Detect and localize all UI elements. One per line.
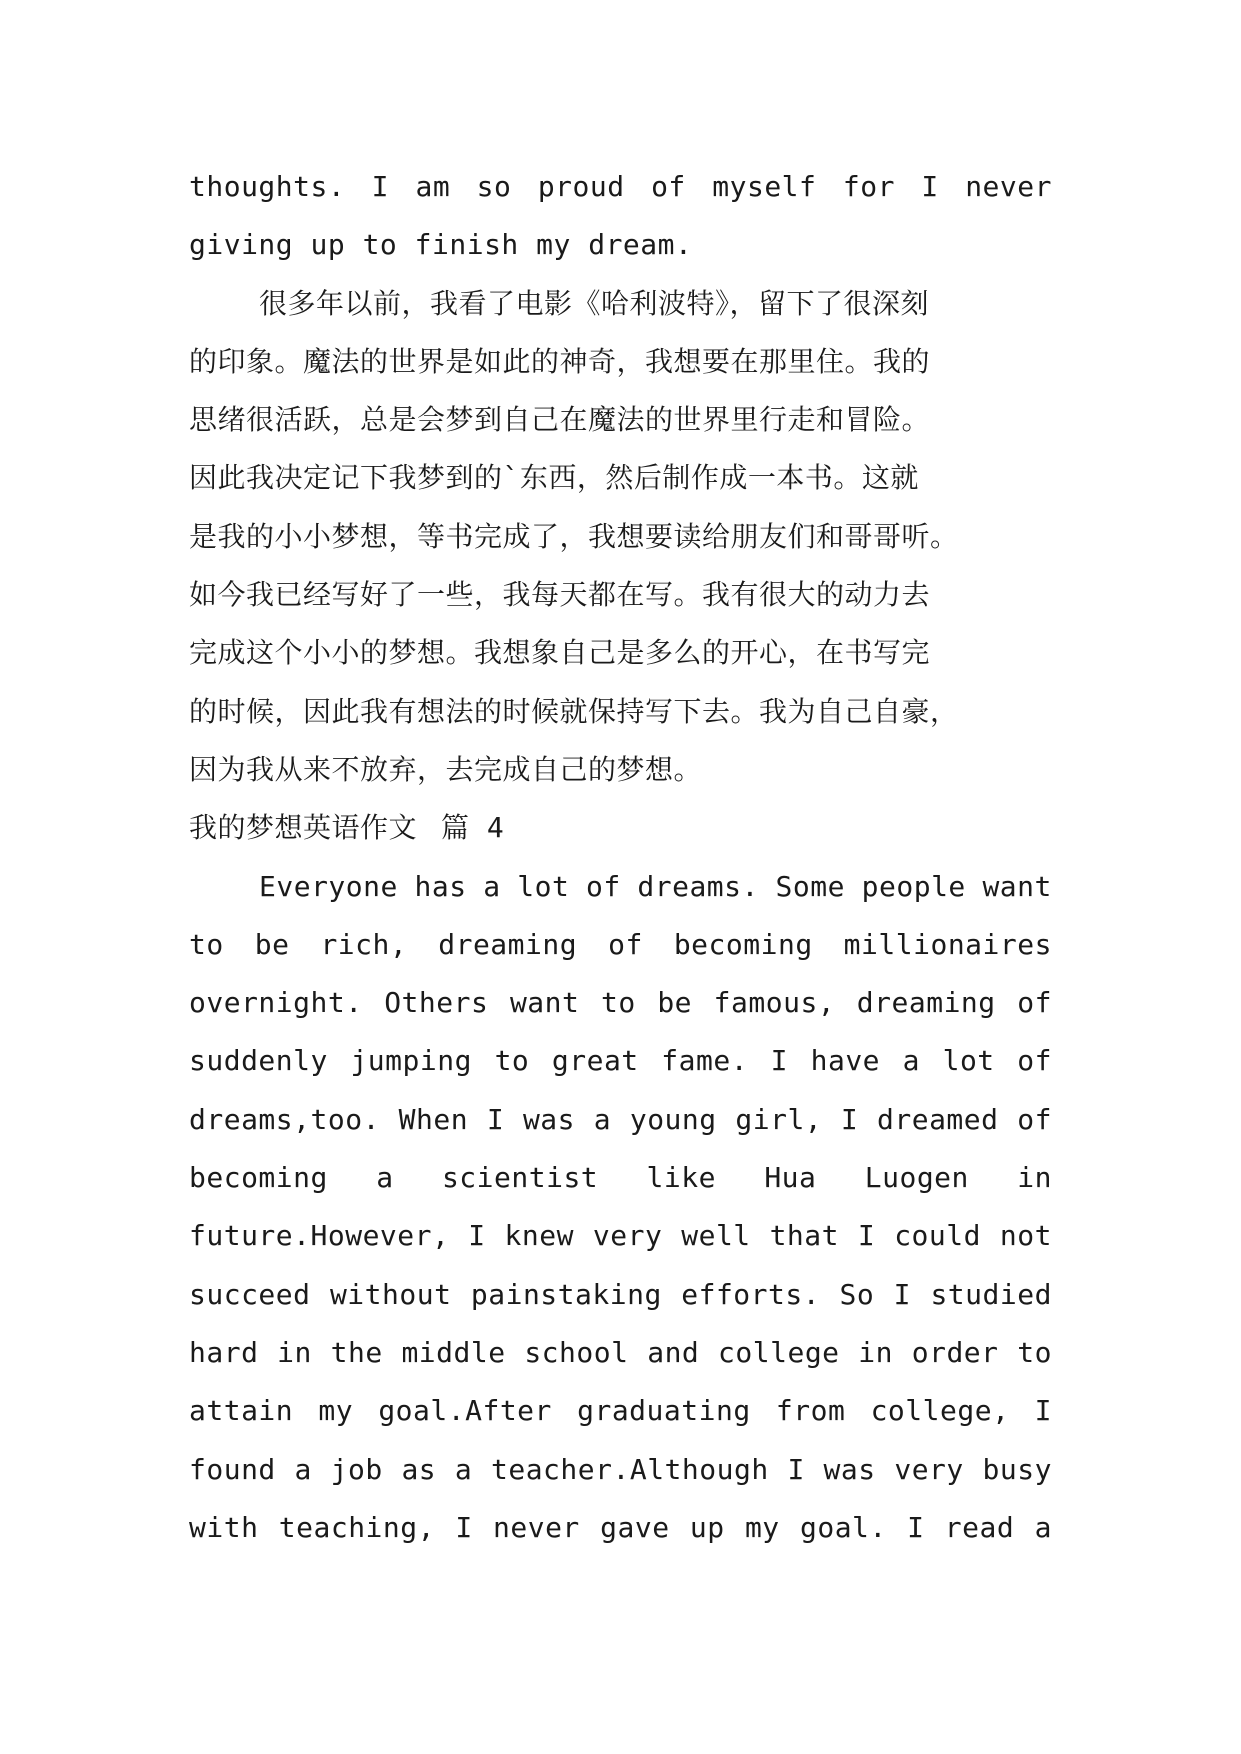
word: of <box>586 869 621 903</box>
word: that <box>769 1219 840 1253</box>
word: from <box>775 1394 846 1428</box>
word: not <box>999 1219 1052 1253</box>
word: want <box>509 986 580 1020</box>
word: gave <box>600 1510 670 1544</box>
text-line: giving up to finish my dream. <box>189 228 693 262</box>
text-line <box>189 916 1052 974</box>
word: dreaming <box>438 927 578 961</box>
text-line: 如今我已经写好了一些，我每天都在写。我有很大的动力去 <box>189 578 931 612</box>
word: college <box>718 1335 840 1369</box>
word: dreaming <box>856 986 996 1020</box>
word: a <box>1034 1510 1052 1544</box>
word: to <box>601 986 636 1020</box>
word: I <box>907 1510 925 1544</box>
word: lot <box>517 869 570 903</box>
word: a <box>376 1161 394 1195</box>
word: efforts. <box>681 1277 821 1311</box>
word: am <box>415 170 451 203</box>
word: suddenly <box>189 1044 328 1078</box>
word: was <box>823 1452 876 1486</box>
section-heading-number: 篇 4 <box>441 811 505 845</box>
word: has <box>414 869 467 903</box>
word: teaching, <box>278 1510 435 1544</box>
word: in <box>277 1335 312 1369</box>
text-line: 思绪很活跃，总是会梦到自己在魔法的世界里行走和冒险。 <box>189 403 931 437</box>
word: thoughts. <box>189 170 346 203</box>
word: a <box>454 1452 473 1486</box>
document-body <box>189 158 1052 1557</box>
word: with <box>189 1510 259 1544</box>
word: succeed <box>189 1277 311 1311</box>
text-line <box>189 974 1052 1032</box>
word: future.However, <box>189 1219 450 1253</box>
word: teacher.Although <box>490 1452 769 1486</box>
word: jumping <box>350 1044 472 1078</box>
word: great <box>551 1044 639 1078</box>
word: the <box>330 1335 383 1369</box>
word: for <box>842 170 895 203</box>
text-line <box>189 1149 1052 1207</box>
word: a <box>483 869 501 903</box>
word: Hua <box>764 1161 817 1195</box>
word: in <box>1017 1161 1052 1195</box>
text-line: 因此我决定记下我梦到的`东西，然后制作成一本书。这就 <box>189 461 919 495</box>
word: have <box>810 1044 881 1078</box>
word: was <box>522 1102 576 1136</box>
word: job <box>330 1452 383 1486</box>
text-line <box>189 1266 1052 1324</box>
paragraph-essay-4 <box>189 858 1052 1558</box>
section-heading <box>189 799 1052 857</box>
word: without <box>329 1277 452 1311</box>
word: myself <box>712 170 817 203</box>
word: I <box>1034 1394 1052 1428</box>
word: proud <box>537 170 625 203</box>
word: a <box>593 1102 612 1136</box>
word: millionaires <box>843 927 1052 961</box>
word: girl, <box>735 1102 823 1136</box>
word: Others <box>384 986 489 1020</box>
word: never <box>493 1510 580 1544</box>
word: hard <box>189 1335 259 1369</box>
text-line <box>189 158 1052 216</box>
word: well <box>681 1219 751 1253</box>
word: a <box>902 1044 920 1078</box>
word: to <box>1017 1335 1052 1369</box>
word: When <box>398 1102 469 1136</box>
word: found <box>189 1452 276 1486</box>
word: knew <box>504 1219 574 1253</box>
word: I <box>455 1510 473 1544</box>
word: to <box>189 927 224 961</box>
paragraph-previous-english <box>189 158 1052 275</box>
word: in <box>858 1335 893 1369</box>
word: dreamed <box>877 1102 999 1136</box>
word: busy <box>982 1452 1052 1486</box>
paragraph-previous-chinese <box>189 275 1052 800</box>
word: attain <box>189 1394 294 1428</box>
word: of <box>651 170 686 203</box>
text-line <box>189 1441 1052 1499</box>
word: overnight. <box>189 986 363 1020</box>
word: lot <box>942 1044 995 1078</box>
word: a <box>294 1452 312 1486</box>
text-line <box>189 858 1052 916</box>
word: I <box>787 1452 805 1486</box>
word: I <box>921 170 939 203</box>
word: becoming <box>673 927 813 961</box>
text-line: 是我的小小梦想，等书完成了，我想要读给朋友们和哥哥听。 <box>189 519 959 553</box>
word: people <box>861 869 966 903</box>
word: becoming <box>189 1161 328 1195</box>
text-line: 因为我从来不放弃，去完成自己的梦想。 <box>189 752 703 786</box>
word: rich, <box>320 927 408 961</box>
word: of <box>1017 1044 1052 1078</box>
text-line: 的印象。魔法的世界是如此的神奇，我想要在那里住。我的 <box>189 344 931 378</box>
text-line <box>189 1032 1052 1090</box>
word: Luogen <box>864 1161 969 1195</box>
word: my <box>744 1510 780 1544</box>
text-line <box>189 1091 1052 1149</box>
word: I <box>371 170 390 203</box>
text-line: 完成这个小小的梦想。我想象自己是多么的开心，在书写完 <box>189 636 931 670</box>
word: be <box>657 986 693 1020</box>
word: I <box>893 1277 912 1311</box>
word: dreams,too. <box>189 1102 380 1136</box>
word: fame. <box>661 1044 749 1078</box>
word: I <box>857 1219 876 1253</box>
word: never <box>965 170 1052 203</box>
word: young <box>629 1102 717 1136</box>
word: like <box>646 1161 716 1195</box>
word: Some <box>775 869 845 903</box>
word: dreams. <box>637 869 759 903</box>
word: of <box>608 927 643 961</box>
word: So <box>839 1277 875 1311</box>
word: very <box>592 1219 663 1253</box>
word: school <box>524 1335 629 1369</box>
word: to <box>494 1044 530 1078</box>
word: I <box>486 1102 505 1136</box>
word: want <box>982 869 1052 903</box>
word: graduating <box>577 1394 751 1428</box>
word: studied <box>930 1277 1052 1311</box>
word: be <box>254 927 290 961</box>
text-line <box>189 1207 1052 1265</box>
text-line <box>189 1382 1052 1440</box>
word: very <box>894 1452 964 1486</box>
word: so <box>476 170 512 203</box>
word: my <box>318 1394 354 1428</box>
word: read <box>944 1510 1015 1544</box>
word: I <box>468 1219 486 1253</box>
word: of <box>1017 1102 1052 1136</box>
word: and <box>647 1335 700 1369</box>
word: scientist <box>441 1161 599 1195</box>
word: I <box>770 1044 789 1078</box>
text-line: 很多年以前，我看了电影《哈利波特》，留下了很深刻 <box>259 286 930 320</box>
word: order <box>911 1335 999 1369</box>
word: goal.After <box>378 1394 552 1428</box>
word: as <box>401 1452 437 1486</box>
word: could <box>894 1219 981 1253</box>
text-line <box>189 1499 1052 1557</box>
word: college, <box>870 1394 1010 1428</box>
text-line: 的时候，因此我有想法的时候就保持写下去。我为自己自豪， <box>189 694 959 728</box>
text-line <box>189 1324 1052 1382</box>
word: painstaking <box>470 1277 662 1311</box>
word: famous, <box>713 986 836 1020</box>
word: of <box>1017 986 1052 1020</box>
word: up <box>689 1510 725 1544</box>
section-heading-title: 我的梦想英语作文 <box>189 811 418 845</box>
word: I <box>840 1102 859 1136</box>
word: Everyone <box>259 869 398 903</box>
word: goal. <box>799 1510 887 1544</box>
word: middle <box>401 1335 506 1369</box>
